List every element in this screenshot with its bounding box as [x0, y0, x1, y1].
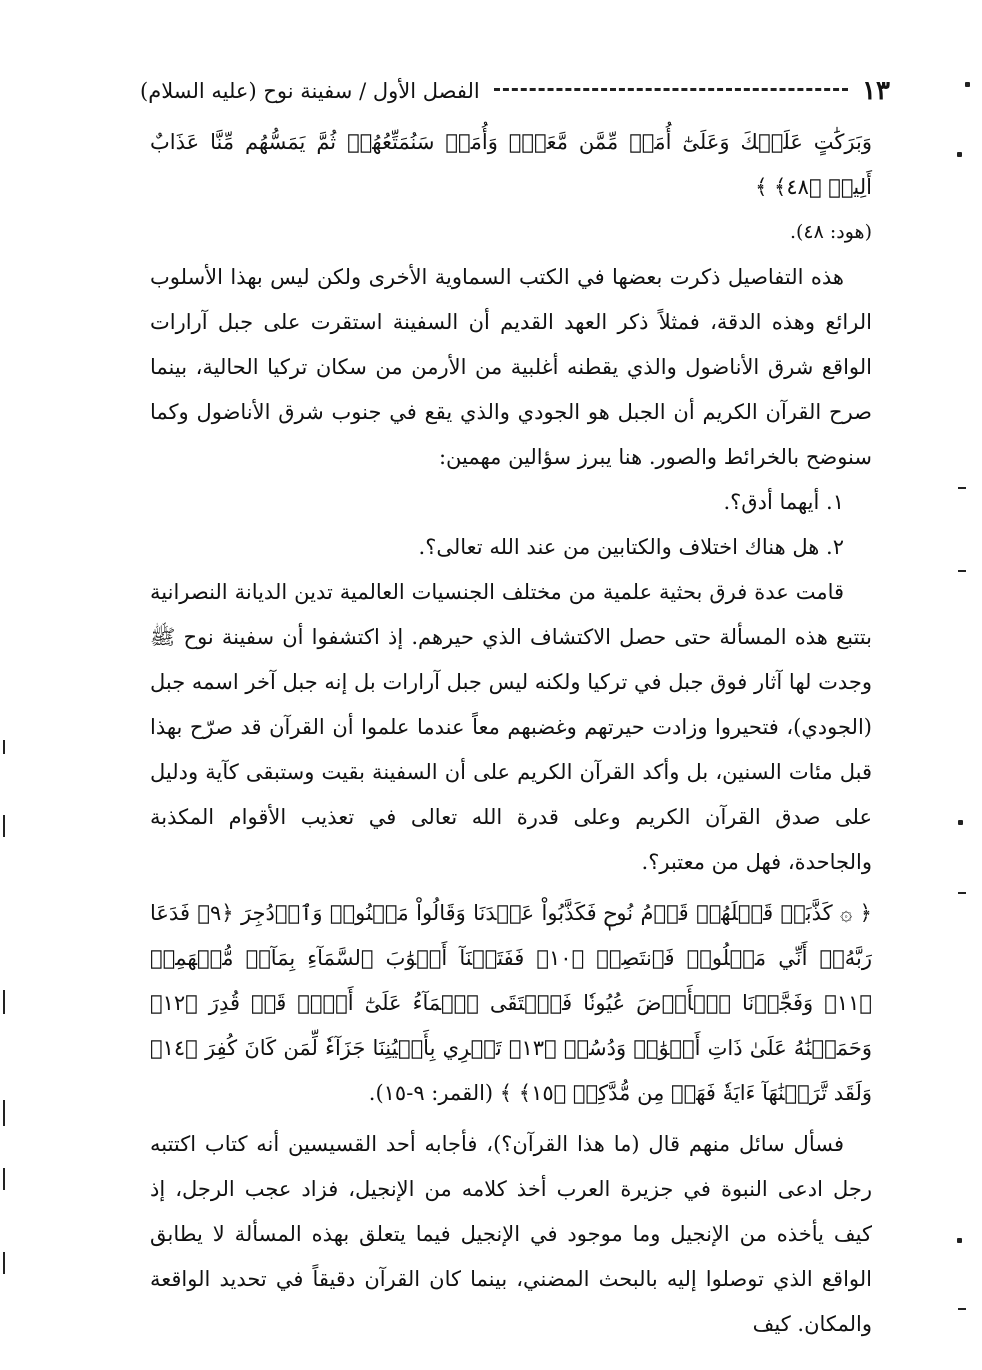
body-text	[150, 120, 872, 1347]
list-item-question-2: ٢. هل هناك اختلاف والكتابين من عند الله تعالى؟.	[418, 535, 844, 559]
scan-mark	[958, 892, 966, 894]
verse-reference-hud: (هود: ٤٨).	[789, 221, 872, 243]
scan-edge-line	[3, 990, 5, 1014]
scan-mark	[965, 82, 970, 87]
scan-mark	[957, 152, 962, 157]
paragraph-details: هذه التفاصيل ذكرت بعضها في الكتب السماوية الأخرى ولكن ليس بهذا الأسلوب الرائع وهذه الدقة، فمثلاً ذكر العهد القديم أن السفينة استقرت على جبل آرارات الواقع شرق الأناضول والذي يقطنه أغلبية من الأرمن من سكان تركيا الحالية، بينما صرح القرآن الكريم أن الجبل هو الجودي والذي يقع في جنوب شرق الأناضول وكما سنوضح بالخرائط والصور. هنا يبرز سؤالين مهمين:	[150, 265, 872, 469]
scan-edge-line	[3, 1252, 5, 1274]
scan-edge-line	[3, 1168, 5, 1190]
list-item-question-1: ١. أيهما أدق؟.	[723, 490, 844, 514]
chapter-title: الفصل الأول / سفينة نوح (عليه السلام)	[140, 79, 480, 103]
quran-verse-qamar: ﴿ ۞ كَذَّبَتۡ قَبۡلَهُمۡ قَوۡمُ نُوحٖ فَكَذَّبُواْ عَبۡدَنَا وَقَالُواْ مَجۡنُونٞ وَٱزۡدُجِرَ ﴿٩﴾ فَدَعَا رَبَّهُۥٓ أَنِّي مَغۡلُوبٞ فَٱنتَصِرۡ ﴿١٠﴾ فَفَتَحۡنَآ أَبۡوَٰبَ ٱلسَّمَآءِ بِمَآءٖ مُّنۡهَمِرٖ ﴿١١﴾ وَفَجَّرۡنَا ٱلۡأَرۡضَ عُيُونٗا فَٱلۡتَقَى ٱلۡمَآءُ عَلَىٰٓ أَمۡرٖ قَدۡ قُدِرَ ﴿١٢﴾ وَحَمَلۡنَٰهُ عَلَىٰ ذَاتِ أَلۡوَٰحٖ وَدُسُرٖ ﴿١٣﴾ تَجۡرِي بِأَعۡيُنِنَا جَزَآءٗ لِّمَن كَانَ كُفِرَ ﴿١٤﴾ وَلَقَد تَّرَكۡنَٰهَآ ءَايَةٗ فَهَلۡ مِن مُّدَّكِرٖ ﴿١٥﴾ ﴾ (القمر: ٩-١٥).	[150, 901, 872, 1105]
page-number: ١٣	[862, 76, 890, 106]
paragraph-research-teams: قامت عدة فرق بحثية علمية من مختلف الجنسيات العالمية تدين الديانة النصرانية بتتبع هذه المسألة حتى حصل الاكتشاف الذي حيرهم. إذ اكتشفوا أن سفينة نوح ﷺ وجدت لها آثار فوق جبل في تركيا ولكنه ليس جبل آرارات بل إنه جبل آخر اسمه جبل (الجودي)، فتحيروا وزادت حيرتهم وغضبهم معاً عندما علموا أن القرآن قد صرّح بهذا قبل مئات السنين، بل وأكد القرآن الكريم على أن السفينة بقيت وستبقى كآية ودليل على صدق القرآن الكريم وعلى قدرة الله تعالى في تعذيب الأقوام المكذبة والجاحدة، فهل من معتبر؟.	[150, 580, 872, 874]
scan-mark	[958, 820, 963, 825]
scan-mark	[958, 487, 966, 489]
scan-mark	[958, 570, 966, 572]
scan-mark	[958, 1308, 966, 1310]
header-dashed-rule	[494, 88, 848, 91]
quran-verse-hud: وَبَرَكَٰتٍ عَلَيۡكَ وَعَلَىٰٓ أُمَمٖ مِّمَّن مَّعَكَۚ وَأُمَمٞ سَنُمَتِّعُهُمۡ ثُمَّ يَمَسُّهُم مِّنَّا عَذَابٌ أَلِيمٞ ﴿٤٨﴾ ﴾	[150, 130, 872, 199]
scan-edge-line	[3, 815, 5, 837]
scan-edge-line	[3, 1100, 5, 1126]
paragraph-question-asked: فسأل سائل منهم قال (ما هذا القرآن؟)، فأجابه أحد القسيسين أنه كتاب اكتتبه رجل ادعى النبوة في جزيرة العرب أخذ كلامه من الإنجيل، فزاد عجب الرجل، إذ كيف يأخذه من الإنجيل وما موجود في الإنجيل فيما يتعلق بهذه المسألة لا يطابق الواقع الذي توصلوا إليه بالبحث المضني، بينما كان القرآن دقيقاً في تحديد الواقعة والمكان. كيف	[150, 1132, 872, 1336]
scan-mark	[957, 1238, 962, 1243]
scan-edge-line	[3, 740, 5, 754]
running-header	[140, 74, 890, 108]
